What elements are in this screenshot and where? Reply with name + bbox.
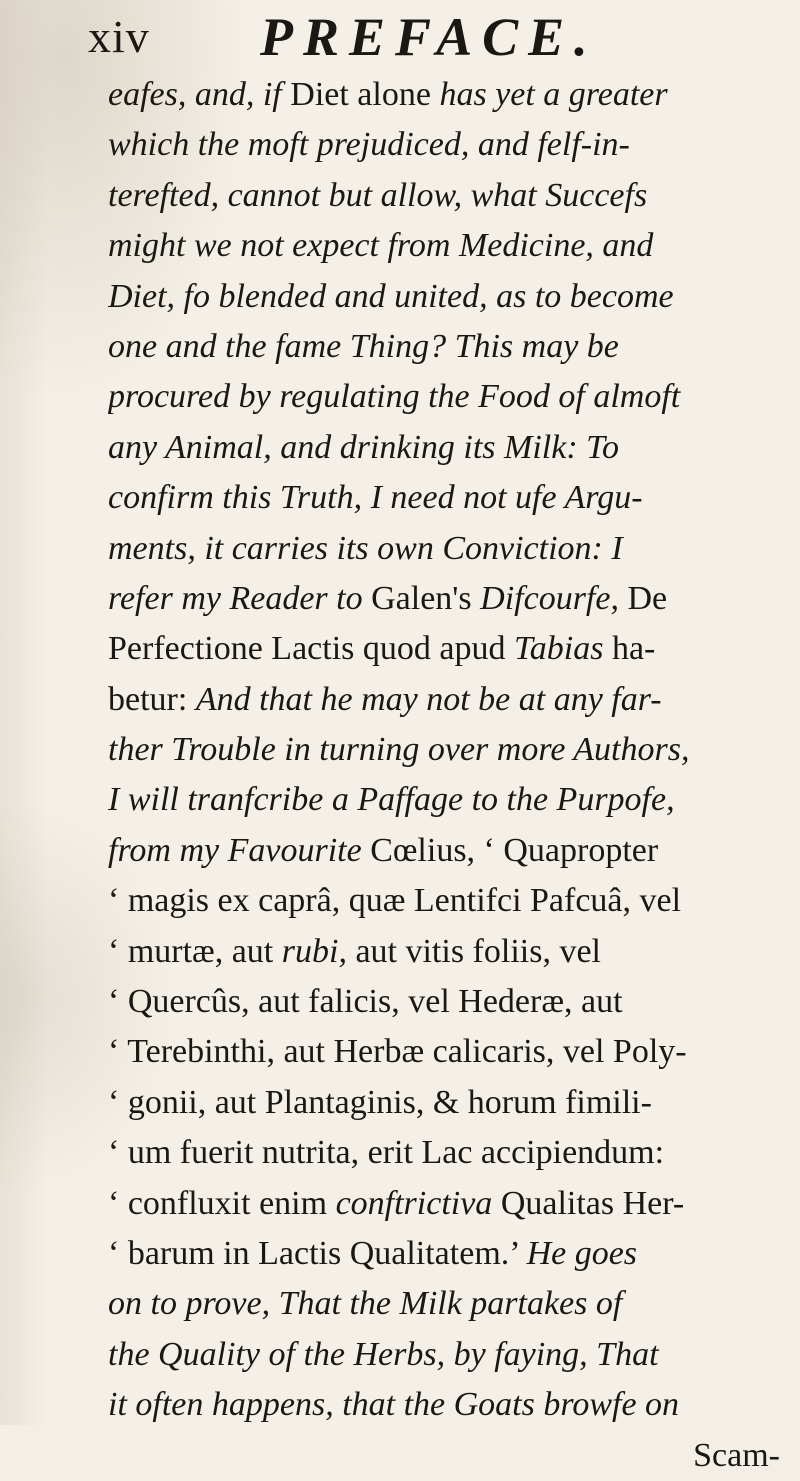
text-line: Perfectione Lactis quod apud Tabias ha- bbox=[108, 630, 656, 668]
text-line: terefted, cannot but allow, what Succefs bbox=[108, 176, 648, 214]
text-line: ments, it carries its own Conviction: I bbox=[108, 529, 623, 567]
text-line: any Animal, and drinking its Milk: To bbox=[108, 428, 619, 466]
text-line: ‘ um fuerit nutrita, erit Lac accipiendum: bbox=[108, 1134, 665, 1172]
running-head: PREFACE. bbox=[260, 7, 598, 67]
text-line: on to prove, That the Milk partakes of bbox=[108, 1285, 623, 1323]
text-line: from my Favourite Cœlius, ‘ Quapropter bbox=[108, 831, 659, 869]
page-number: xiv bbox=[88, 11, 150, 62]
text-line: ‘ barum in Lactis Qualitatem.’ He goes bbox=[108, 1234, 638, 1272]
text-line: ‘ magis ex caprâ, quæ Lentifci Pafcuâ, vel bbox=[108, 882, 682, 920]
text-line: ‘ Quercûs, aut falicis, vel Hederæ, aut bbox=[108, 983, 623, 1021]
text-line: procured by regulating the Food of almoft bbox=[108, 378, 681, 416]
text-line: confirm this Truth, I need not ufe Argu- bbox=[108, 479, 643, 517]
text-line: ‘ confluxit enim conftrictiva Qualitas Her- bbox=[108, 1184, 685, 1222]
text-line: one and the fame Thing? This may be bbox=[108, 327, 619, 365]
text-line: betur: And that he may not be at any far- bbox=[108, 680, 662, 718]
text-line: eafes, and, if Diet alone has yet a greater bbox=[108, 76, 668, 113]
text-line: Diet, fo blended and united, as to become bbox=[108, 277, 674, 315]
catchword: Scam- bbox=[693, 1436, 780, 1474]
text-line: it often happens, that the Goats browfe on bbox=[108, 1386, 680, 1424]
text-line: I will tranfcribe a Paffage to the Purpofe, bbox=[108, 781, 675, 819]
text-line: refer my Reader to Galen's Difcourfe, De bbox=[108, 579, 668, 617]
text-line: ‘ Terebinthi, aut Herbæ calicaris, vel Poly- bbox=[108, 1033, 687, 1071]
page-header bbox=[88, 6, 748, 70]
text-line: ther Trouble in turning over more Authors, bbox=[108, 731, 690, 769]
text-line: ‘ murtæ, aut rubi, aut vitis foliis, vel bbox=[108, 932, 601, 970]
body-text bbox=[108, 70, 788, 1481]
text-line: the Quality of the Herbs, by faying, That bbox=[108, 1335, 659, 1373]
text-line: might we not expect from Medicine, and bbox=[108, 227, 654, 265]
text-line: ‘ gonii, aut Plantaginis, & horum fimili- bbox=[108, 1083, 652, 1121]
text-line: which the moft prejudiced, and felf-in- bbox=[108, 126, 630, 164]
